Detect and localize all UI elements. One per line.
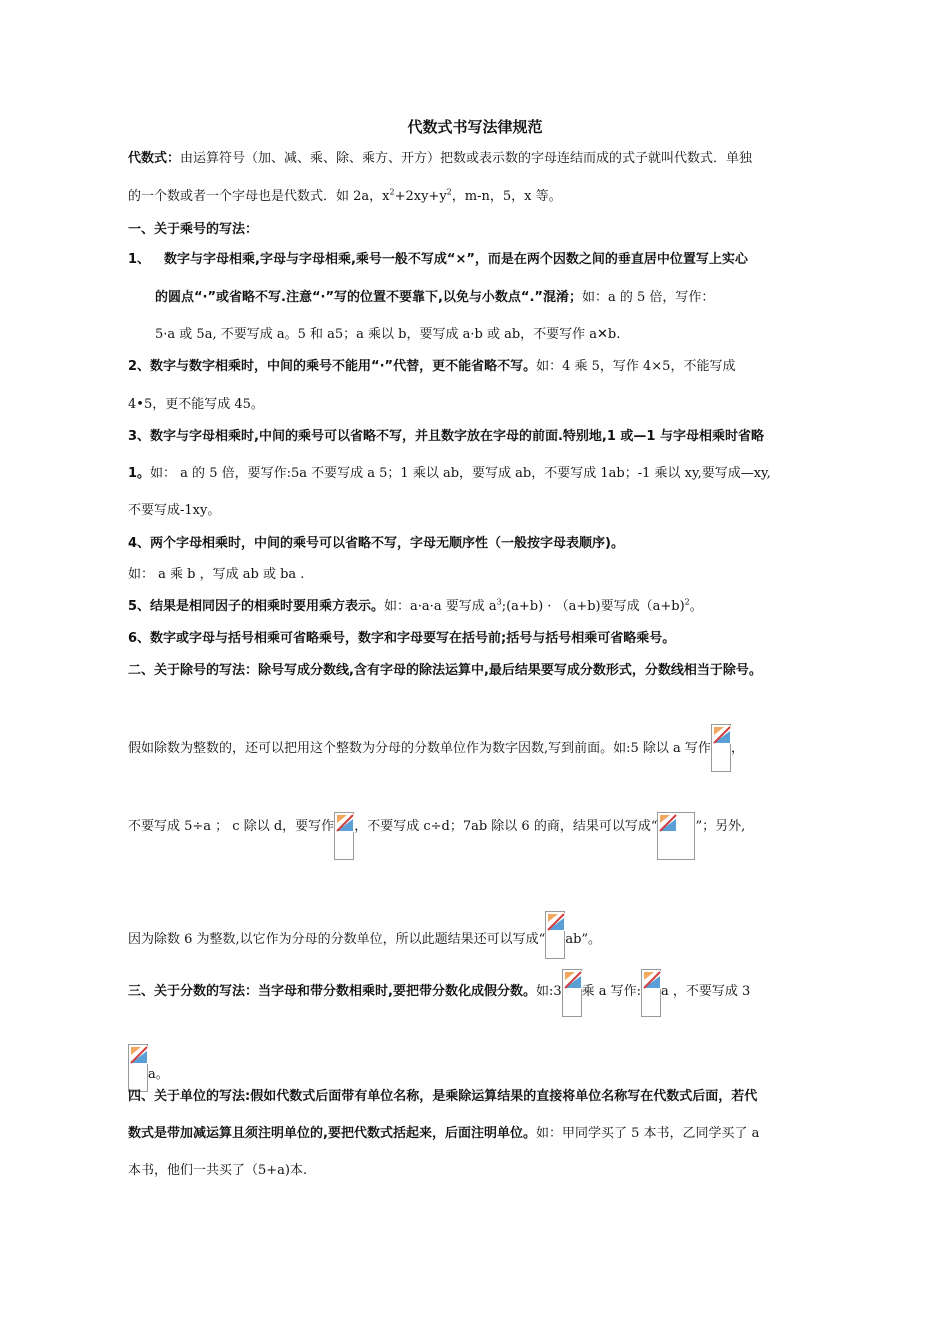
- broken-image-icon: [641, 969, 661, 1017]
- rule-6-line: 6、数字或字母与括号相乘可省略乘号，数字和字母要写在括号前;括号与括号相乘可省略乘号。: [128, 631, 676, 646]
- broken-image-icon: [334, 812, 354, 860]
- rule-5-line: 5、结果是相同因子的相乘时要用乘方表示。如：a·a·a 要写成 $a^3;(a+b) \cdot (a+b)$要写成（a+b)$^2$。: [128, 597, 703, 614]
- broken-image-icon: [711, 724, 731, 772]
- rule-2-line-1: 2、数字与数字相乘时，中间的乘号不能用“·”代替，更不能省略不写。如：4 乘 5，写作 4×5，不能写成: [128, 359, 736, 374]
- section-1-heading: 一、关于乘号的写法：: [128, 222, 259, 237]
- rule-3-line-3: 不要写成-1xy。: [128, 503, 221, 518]
- intro-label: 代数式：: [128, 151, 181, 166]
- section-2-heading: 二、关于除号的写法：除号写成分数线,含有字母的除法运算中,最后结果要写成分数形式，分数线相当于除号。: [128, 663, 762, 678]
- section-2-para-2: 不要写成 5÷a ； c 除以 d，要写作 ，不要写成 c÷d；7ab 除以 6 的商，结果可以写成“ ”；另外,: [128, 812, 745, 860]
- section-2-para-3: 因为除数 6 为整数,以它作为分母的分数单位，所以此题结果还可以写成“ ab”。: [128, 911, 601, 959]
- rule-4-line: 4、两个字母相乘时，中间的乘号可以省略不写，字母无顺序性（一般按字母表顺序)。: [128, 536, 624, 551]
- section-3-line: 三、关于分数的写法：当字母和带分数相乘时,要把带分数化成假分数。如:3 乘 a 写作: a ，不要写成 3: [128, 969, 750, 1017]
- rule-1-line-3: 5·a 或 5a, 不要写成 a。5 和 a5；a 乘以 b，要写成 a·b 或 ab，不要写作 a✕b.: [155, 327, 621, 342]
- rule-2-line-2: 4•5，更不能写成 45。: [128, 397, 264, 412]
- intro-line-1: 代数式：由运算符号（加、减、乘、除、乘方、开方）把数或表示数的字母连结而成的式子就叫代数式．单独: [128, 151, 753, 166]
- rule-1-line-2: 的圆点“·”或省略不写.注意“·”写的位置不要靠下,以免与小数点“.”混淆；如：a 的 5 倍，写作：: [155, 290, 715, 305]
- page-title: 代数式书写法律规范: [407, 118, 543, 136]
- rule-1-line-1: 1、 数字与字母相乘,字母与字母相乘,乘号一般不写成“×”，而是在两个因数之间的垂直居中位置写上实心: [128, 252, 748, 267]
- section-4-line-2: 数式是带加减运算且须注明单位的,要把代数式括起来，后面注明单位。如：甲同学买了 5 本书，乙同学买了 a: [128, 1126, 760, 1141]
- broken-image-icon: [128, 1044, 148, 1092]
- rule-3-line-2: 1。如： a 的 5 倍，要写作:5a 不要写成 a 5；1 乘以 ab，要写成 ab，不要写成 1ab；-1 乘以 xy,要写成—xy,: [128, 466, 771, 481]
- broken-image-icon: [562, 969, 582, 1017]
- rule-4-example: 如： a 乘 b ，写成 ab 或 ba .: [128, 567, 305, 582]
- section-3-line-2: a。: [128, 1044, 169, 1092]
- rule-3-line-1: 3、数字与字母相乘时,中间的乘号可以省略不写，并且数字放在字母的前面.特别地,1 或—1 与字母相乘时省略: [128, 429, 765, 444]
- intro-line-2: 的一个数或者一个字母也是代数式．如 2a，$x^2+2xy+y^2$，m-n，5，x 等。: [128, 187, 562, 204]
- section-2-para-1: 假如除数为整数的，还可以把用这个整数为分母的分数单位作为数字因数,写到前面。如:5 除以 a 写作 ，: [128, 724, 744, 772]
- section-4-heading: 四、关于单位的写法:假如代数式后面带有单位名称，是乘除运算结果的直接将单位名称写在代数式后面，若代: [128, 1089, 758, 1104]
- broken-image-icon: [657, 812, 695, 860]
- broken-image-icon: [545, 911, 565, 959]
- section-4-line-3: 本书，他们一共买了（5+a)本.: [128, 1163, 308, 1178]
